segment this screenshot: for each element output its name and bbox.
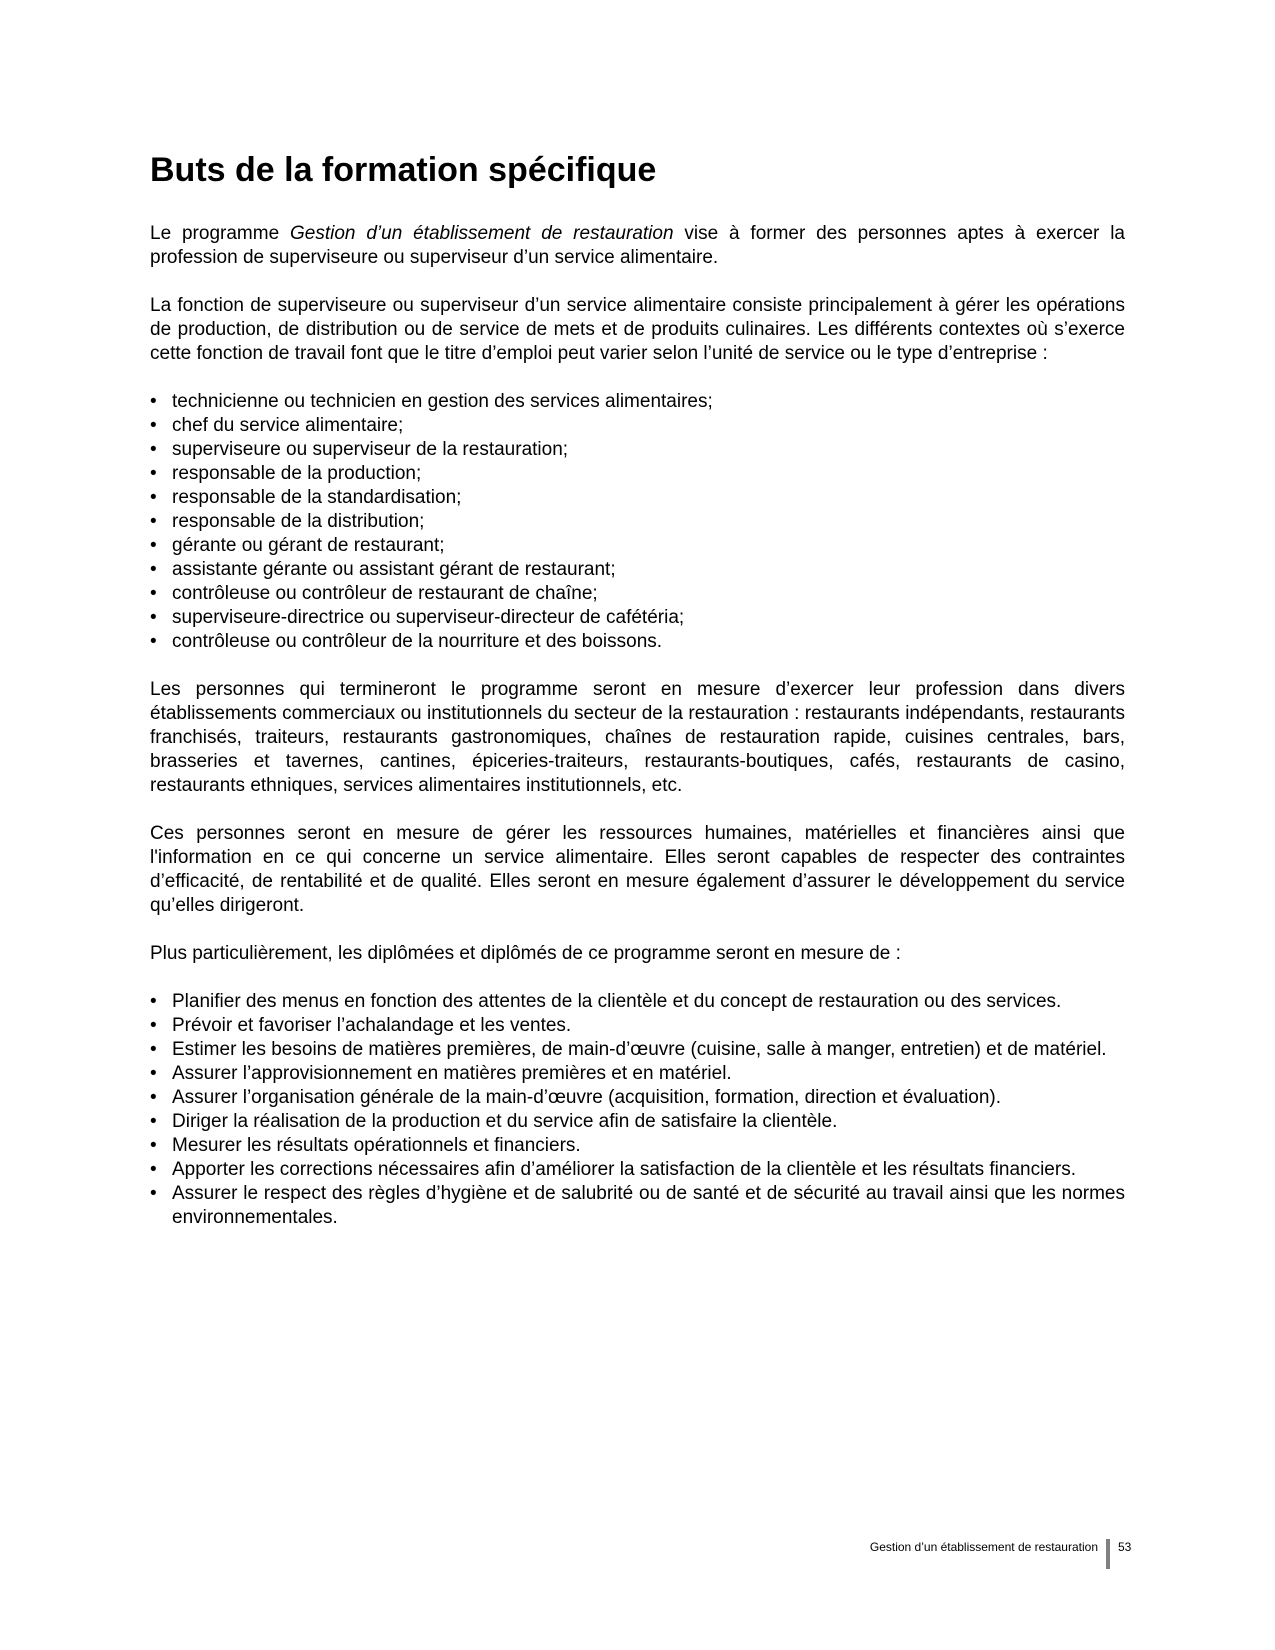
- bullet: •: [150, 439, 157, 460]
- intro-before: Le programme: [150, 223, 290, 244]
- competencies-list: [150, 990, 1125, 1230]
- bullet: •: [150, 535, 157, 556]
- footer-divider: [1106, 1539, 1110, 1569]
- particular-paragraph: Plus particulièrement, les diplômées et diplômés de ce programme seront en mesure de :: [150, 943, 901, 964]
- bullet: •: [150, 511, 157, 532]
- bullet: •: [150, 1135, 157, 1156]
- establishments-paragraph: Les personnes qui termineront le programme seront en mesure d’exercer leur profession dans divers établissements commerciaux ou institutionnels du secteur de la restauration : restaurants indépendants, restaurants franchisés, traiteurs, restaurants gastronomiques, chaînes de restauration rapide, cuisines centrales, bars, brasseries et tavernes, cantines, épiceries-traiteurs, restaurants-boutiques, cafés, restaurants de casino, restaurants ethniques, services alimentaires institutionnels, etc.: [150, 679, 1125, 796]
- function-paragraph: La fonction de superviseure ou superviseur d’un service alimentaire consiste principalement à gérer les opérations de production, de distribution ou de service de mets et de produits culinaires. Les différents contextes où s’exerce cette fonction de travail font que le titre d’emploi peut varier selon l’unité de service ou le type d’entreprise :: [150, 295, 1125, 364]
- bullet: •: [150, 391, 157, 412]
- bullet: •: [150, 1063, 157, 1084]
- bullet: •: [150, 415, 157, 436]
- list-item: • Assurer l’approvisionnement en matières premières et en matériel.: [150, 1063, 732, 1084]
- list-item: • responsable de la distribution;: [150, 511, 425, 532]
- bullet: •: [150, 991, 157, 1012]
- page-number: 53: [1118, 1540, 1132, 1554]
- list-item: • Assurer l’organisation générale de la main-d’œuvre (acquisition, formation, direction et évaluation).: [150, 1087, 1002, 1108]
- bullet: •: [150, 607, 157, 628]
- list-item: • Assurer le respect des règles d’hygiène et de salubrité ou de santé et de sécurité au travail ainsi que les normes environnementales.: [150, 1183, 1125, 1228]
- list-item: • Prévoir et favoriser l’achalandage et les ventes.: [150, 1015, 572, 1036]
- bullet: •: [150, 1039, 157, 1060]
- list-item: • Mesurer les résultats opérationnels et financiers.: [150, 1135, 581, 1156]
- list-item: • Diriger la réalisation de la production et du service afin de satisfaire la clientèle.: [150, 1111, 838, 1132]
- list-item: • Estimer les besoins de matières premières, de main-d’œuvre (cuisine, salle à manger, entretien) et de matériel.: [150, 1039, 1107, 1060]
- list-item: • superviseure-directrice ou superviseur-directeur de cafétéria;: [150, 607, 685, 628]
- list-item: • Planifier des menus en fonction des attentes de la clientèle et du concept de restauration ou des services.: [150, 991, 1062, 1012]
- page-footer: [0, 1539, 1275, 1569]
- list-item: • superviseure ou superviseur de la restauration;: [150, 439, 569, 460]
- bullet: •: [150, 463, 157, 484]
- program-name: Gestion d’un établissement de restauration: [290, 223, 674, 244]
- intro-after: vise à former des personnes aptes à exercer la profession de superviseure ou superviseur d’un service alimentaire.: [150, 223, 1126, 268]
- bullet: •: [150, 1111, 157, 1132]
- page-title: Buts de la formation spécifique: [150, 151, 657, 189]
- bullet: •: [150, 1087, 157, 1108]
- bullet: •: [150, 631, 157, 652]
- bullet: •: [150, 583, 157, 604]
- list-item: • Apporter les corrections nécessaires afin d’améliorer la satisfaction de la clientèle et les résultats financiers.: [150, 1159, 1076, 1180]
- bullet: •: [150, 487, 157, 508]
- intro-paragraph: [150, 222, 1125, 270]
- bullet: •: [150, 559, 157, 580]
- list-item: • chef du service alimentaire;: [150, 415, 404, 436]
- job-titles-list: [150, 390, 1125, 654]
- list-item: • responsable de la production;: [150, 463, 422, 484]
- list-item: • contrôleuse ou contrôleur de la nourriture et des boissons.: [150, 631, 663, 652]
- list-item: • contrôleuse ou contrôleur de restaurant de chaîne;: [150, 583, 598, 604]
- list-item: • responsable de la standardisation;: [150, 487, 462, 508]
- bullet: •: [150, 1015, 157, 1036]
- footer-document-title: Gestion d’un établissement de restauration: [869, 1540, 1098, 1554]
- list-item: • technicienne ou technicien en gestion des services alimentaires;: [150, 391, 713, 412]
- bullet: •: [150, 1159, 157, 1180]
- list-item: • assistante gérante ou assistant gérant de restaurant;: [150, 559, 616, 580]
- bullet: •: [150, 1183, 157, 1204]
- resources-paragraph: Ces personnes seront en mesure de gérer les ressources humaines, matérielles et financières ainsi que l'information en ce qui concerne un service alimentaire. Elles seront capables de respecter des contraintes d’efficacité, de rentabilité et de qualité. Elles seront en mesure également d’assurer le développement du service qu’elles dirigeront.: [150, 823, 1125, 916]
- document-body: [150, 222, 1125, 1254]
- list-item: • gérante ou gérant de restaurant;: [150, 535, 445, 556]
